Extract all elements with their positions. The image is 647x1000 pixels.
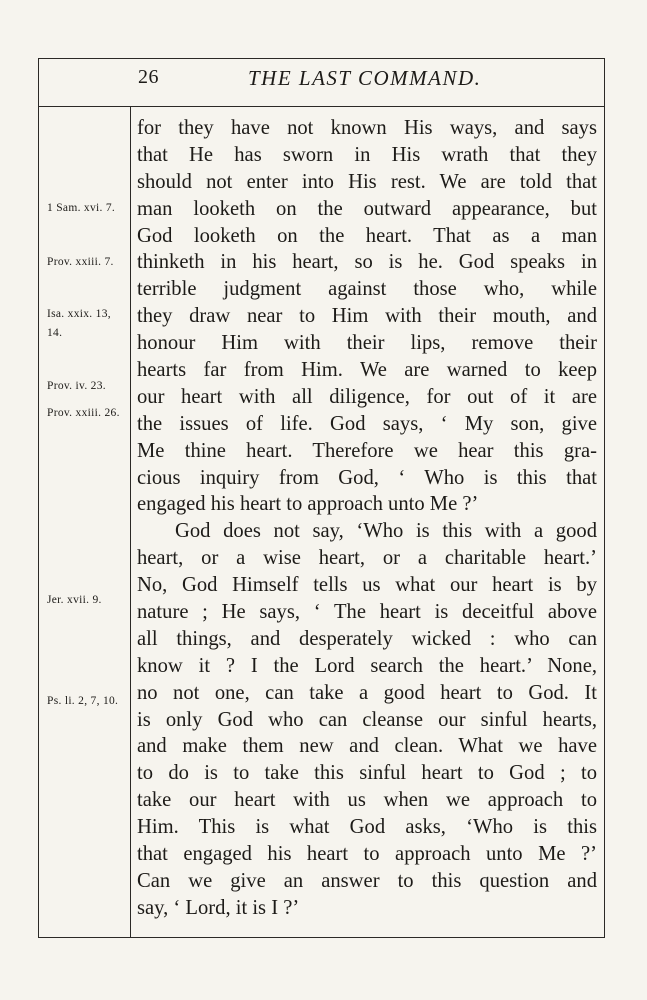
text-line: cious inquiry from God, ‘ Who is this that (137, 466, 597, 489)
margin-note: Jer. xvii. 9. (47, 594, 102, 606)
text-line: that engaged his heart to approach unto Me ?’ (137, 843, 597, 866)
text-line: they draw near to Him with their mouth, and (137, 305, 597, 328)
text-line: should not enter into His rest. We are told that (137, 170, 597, 193)
margin-note: Prov. xxiii. 7. (47, 256, 114, 268)
text-line: terrible judgment against those who, while (137, 278, 597, 301)
text-line: for they have not known His ways, and says (137, 117, 597, 139)
text-line: our heart with all diligence, for out of it are (137, 385, 597, 408)
text-line: to do is to take this sinful heart to God ; to (137, 762, 597, 785)
text-line: Me thine heart. Therefore we hear this gra- (137, 439, 597, 462)
margin-column-rule (130, 106, 131, 938)
text-line: honour Him with their lips, remove their (137, 332, 597, 355)
text-line: that He has sworn in His wrath that they (137, 143, 597, 166)
text-line: the issues of life. God says, ‘ My son, give (137, 412, 597, 435)
text-line: hearts far from Him. We are warned to keep (137, 359, 597, 382)
text-line: thinketh in his heart, so is he. God speaks in (137, 251, 597, 274)
text-line: say, ‘ Lord, it is I ?’ (137, 896, 300, 919)
text-line: engaged his heart to approach unto Me ?’ (137, 493, 479, 516)
text-line: is only God who can cleanse our sinful hearts, (137, 708, 597, 731)
page-number: 26 (138, 66, 159, 88)
margin-note: Prov. iv. 23. (47, 380, 106, 392)
text-line: God does not say, ‘Who is this with a good (175, 520, 597, 543)
margin-note: Prov. xxiii. 26. (47, 407, 120, 419)
header-rule (38, 106, 605, 107)
text-line: and make them new and clean. What we have (137, 735, 597, 758)
text-line: God looketh on the heart. That as a man (137, 224, 597, 247)
text-line: man looketh on the outward appearance, but (137, 197, 597, 220)
text-line: nature ; He says, ‘ The heart is deceitful above (137, 601, 597, 624)
text-line: No, God Himself tells us what our heart is by (137, 574, 597, 597)
margin-note: Isa. xxix. 13, 14. (47, 308, 111, 339)
margin-note: Ps. li. 2, 7, 10. (47, 695, 119, 707)
text-line: take our heart with us when we approach to (137, 789, 597, 812)
text-line: no not one, can take a good heart to God. It (137, 681, 597, 704)
text-line: heart, or a wise heart, or a charitable heart.’ (137, 547, 597, 570)
text-line: Can we give an answer to this question and (137, 869, 597, 892)
text-line: Him. This is what God asks, ‘Who is this (137, 816, 597, 839)
body-text (137, 115, 597, 922)
margin-note: 1 Sam. xvi. 7. (47, 202, 116, 214)
text-line: all things, and desperately wicked : who can (137, 627, 597, 650)
text-line: know it ? I the Lord search the heart.’ None, (137, 654, 597, 677)
running-title: THE LAST COMMAND. (248, 66, 482, 90)
